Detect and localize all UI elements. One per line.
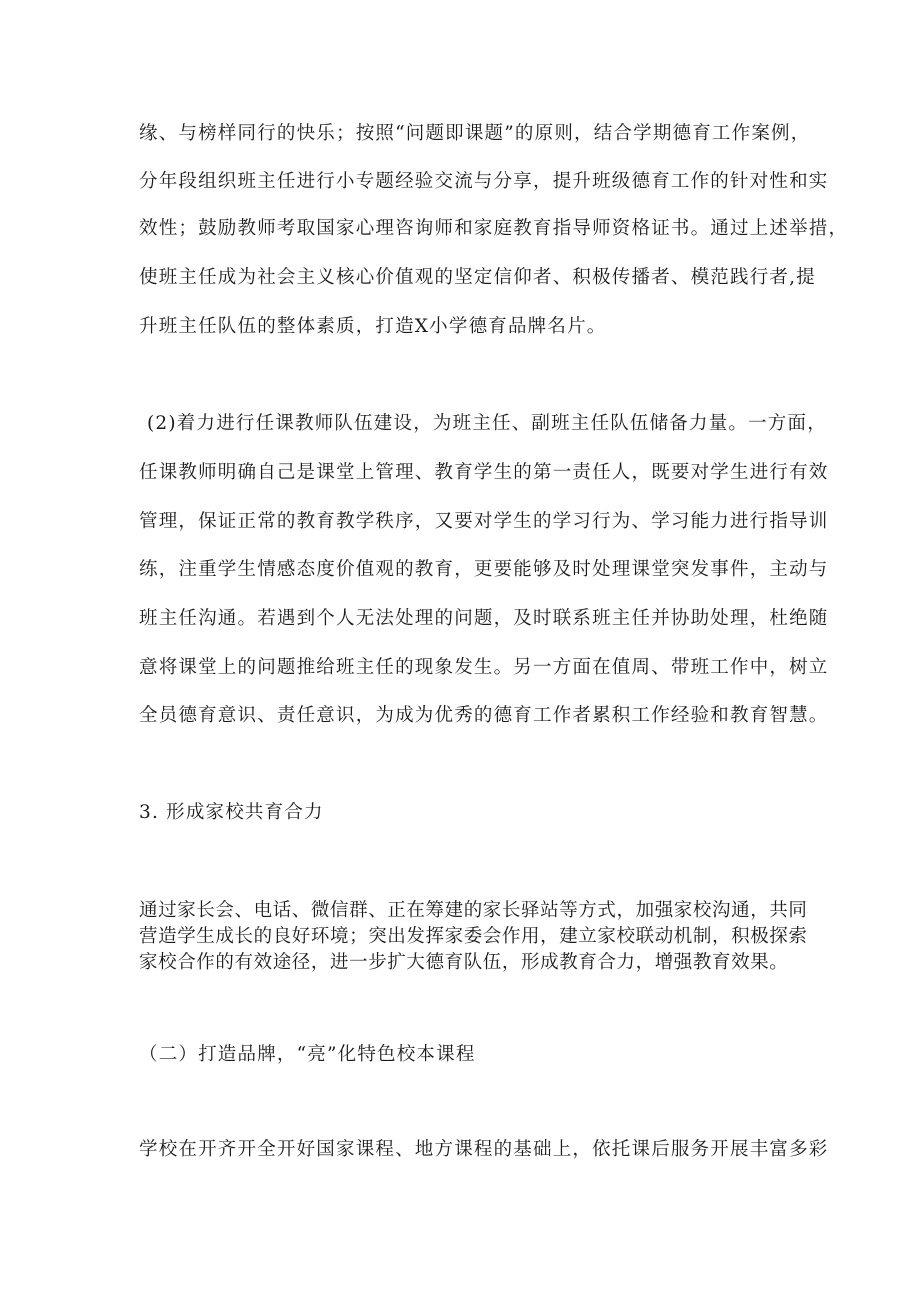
paragraph-1-line-3: 效性；鼓励教师考取国家心理咨询师和家庭教育指导师资格证书。通过上述举措， [139,218,849,239]
paragraph-1-line-4: 使班主任成为社会主义核心价值观的坚定信仰者、积极传播者、模范践行者,提 [139,267,816,288]
paragraph-1-line-2: 分年段组织班主任进行小专题经验交流与分享，提升班级德育工作的针对性和实 [139,171,829,192]
paragraph-2-line-3: 管理，保证正常的教育教学秩序，又要对学生的学习行为、学习能力进行指导训 [139,511,829,532]
paragraph-3-line-2: 营造学生成长的良好环境；突出发挥家委会作用，建立家校联动机制，积极探索 [139,926,808,947]
paragraph-2-line-1: (2)着力进行任课教师队伍建设，为班主任、副班主任队伍储备力量。一方面， [147,413,827,434]
paragraph-2-line-2: 任课教师明确自己是课堂上管理、教育学生的第一责任人，既要对学生进行有效 [139,462,829,483]
heading-3: 3. 形成家校共育合力 [139,802,324,823]
section-heading: （二）打造品牌，“亮”化特色校本课程 [139,1044,476,1065]
paragraph-3-line-3: 家校合作的有效途径，进一步扩大德育队伍，形成教育合力，增强教育效果。 [139,952,789,973]
paragraph-3-line-1: 通过家长会、电话、微信群、正在筹建的家长驿站等方式，加强家校沟通，共同 [139,900,808,921]
paragraph-2-line-7: 全员德育意识、责任意识，为成为优秀的德育工作者累积工作经验和教育智慧。 [139,705,829,726]
paragraph-1-line-1: 缘、与榜样同行的快乐；按照“问题即课题”的原则，结合学期德育工作案例， [139,123,811,144]
paragraph-4-line-1: 学校在开齐开全开好国家课程、地方课程的基础上，依托课后服务开展丰富多彩 [139,1139,829,1160]
paragraph-2-line-6: 意将课堂上的问题推给班主任的现象发生。另一方面在值周、带班工作中，树立 [139,657,829,678]
paragraph-1-line-5: 升班主任队伍的整体素质，打造X小学德育品牌名片。 [139,316,607,337]
paragraph-2-line-5: 班主任沟通。若遇到个人无法处理的问题，及时联系班主任并协助处理，杜绝随 [139,608,829,629]
paragraph-2-line-4: 练，注重学生情感态度价值观的教育，更要能够及时处理课堂突发事件，主动与 [139,559,829,580]
